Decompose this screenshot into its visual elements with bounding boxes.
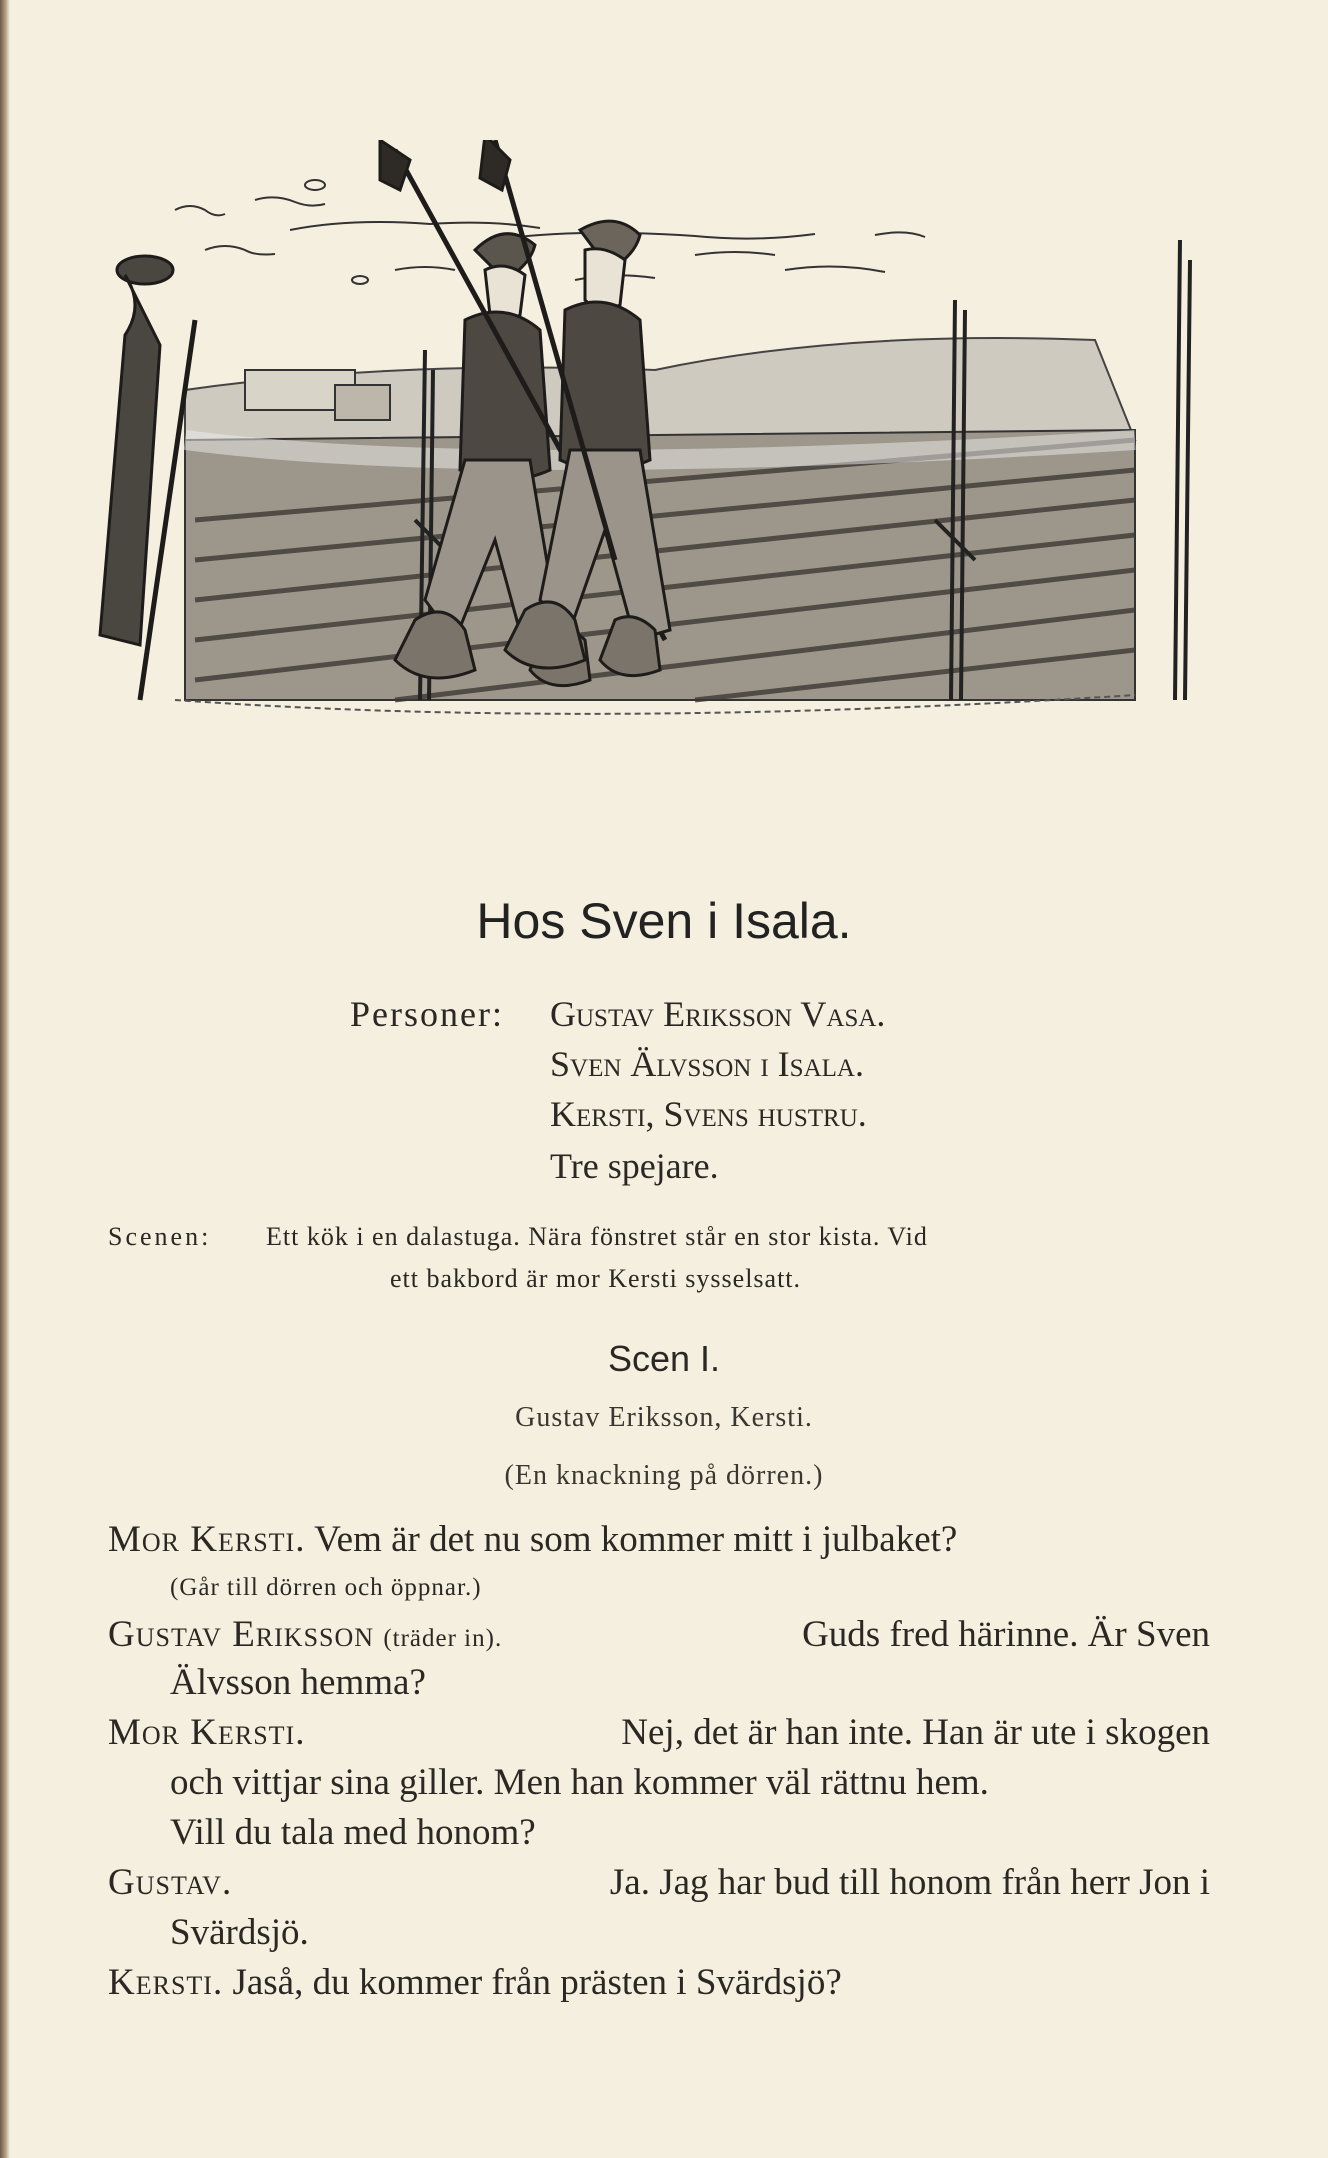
stage-direction: (träder in). bbox=[383, 1625, 503, 1652]
page-edge bbox=[0, 0, 10, 2158]
dialogue-text: Ja. Jag har bud till honom från herr Jon i bbox=[609, 1862, 1210, 1903]
dialogue-line bbox=[108, 1961, 842, 2004]
dialogue-text: Älvsson hemma? bbox=[170, 1662, 426, 1703]
dialogue-line-content bbox=[108, 1861, 1210, 1904]
dialogue-text: Vill du tala med honom? bbox=[170, 1812, 536, 1853]
dialogue-line bbox=[108, 1861, 1210, 1904]
person-item: Tre spejare. bbox=[550, 1146, 719, 1186]
speaker-name: Mor Kersti. bbox=[108, 1712, 306, 1753]
dialogue-line-content bbox=[108, 1711, 1210, 1754]
speaker-group bbox=[108, 1613, 502, 1656]
dialogue-line-content bbox=[170, 1761, 1210, 1804]
dialogue-text: och vittjar sina giller. Men han kommer väl rättnu hem. bbox=[170, 1762, 989, 1803]
persons-label: Personer: bbox=[350, 994, 504, 1034]
dialogue-text: Nej, det är han inte. Han är ute i skogen bbox=[621, 1712, 1210, 1753]
scene-heading: Scen I. bbox=[607, 1338, 721, 1379]
page-title: Hos Sven i Isala. bbox=[476, 893, 852, 949]
speaker-name: Mor Kersti. bbox=[108, 1519, 306, 1560]
stage-direction: (En knackning på dörren.) bbox=[504, 1460, 824, 1491]
dialogue-line bbox=[108, 1613, 1210, 1656]
scene-cast: Gustav Eriksson, Kersti. bbox=[515, 1402, 813, 1433]
stage-direction: (Går till dörren och öppnar.) bbox=[170, 1574, 482, 1601]
scene-description-line-2: ett bakbord är mor Kersti sysselsatt. bbox=[390, 1264, 802, 1293]
person-item: Gustav Eriksson Vasa. bbox=[550, 994, 886, 1034]
dialogue-line bbox=[170, 1761, 1210, 1804]
dialogue-line bbox=[108, 1711, 1210, 1754]
dialogue-text: Jaså, du kommer från prästen i Svärdsjö? bbox=[232, 1962, 842, 2003]
person-item: Kersti, Svens hustru. bbox=[550, 1094, 867, 1134]
scene-label: Scenen: bbox=[108, 1222, 212, 1251]
speaker-name: Kersti. bbox=[108, 1962, 224, 2003]
dialogue-text: Vem är det nu som kommer mitt i julbaket? bbox=[314, 1519, 958, 1560]
scene-description-line-1: Ett kök i en dalastuga. Nära fönstret står en stor kista. Vid bbox=[266, 1222, 928, 1251]
dialogue-text: Guds fred härinne. Är Sven bbox=[802, 1614, 1210, 1655]
person-item: Sven Älvsson i Isala. bbox=[550, 1044, 864, 1084]
speaker-name: Gustav Eriksson bbox=[108, 1614, 375, 1655]
scene-description-line bbox=[266, 1222, 1211, 1252]
speaker-name: Gustav. bbox=[108, 1862, 233, 1903]
scene-description-text bbox=[266, 1222, 1211, 1252]
dialogue-line bbox=[108, 1518, 957, 1561]
dialogue-line-content bbox=[108, 1613, 1210, 1656]
dialogue-text: Svärdsjö. bbox=[170, 1912, 309, 1953]
illustration-two-men-with-halberds bbox=[95, 140, 1235, 760]
